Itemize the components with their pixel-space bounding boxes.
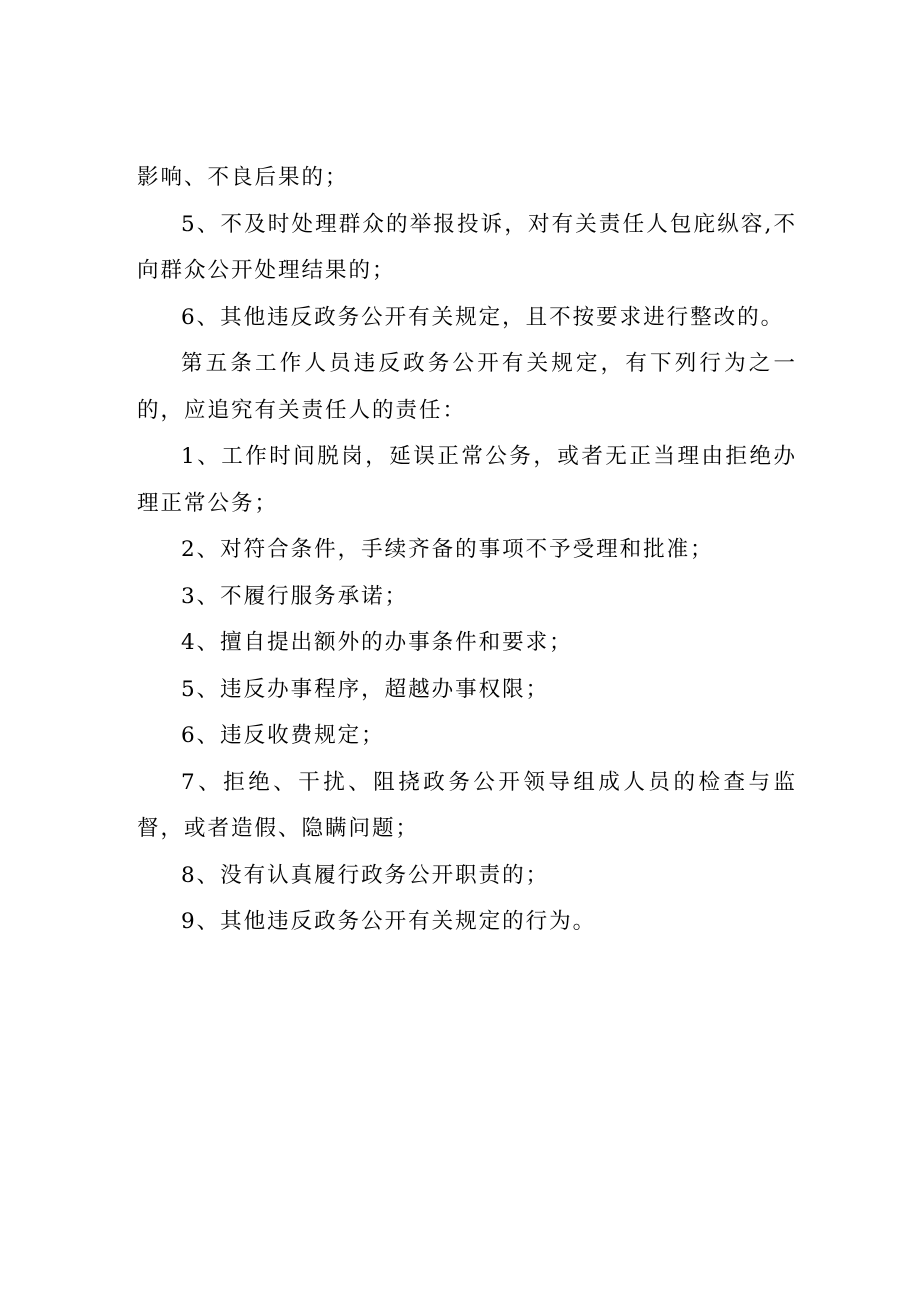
paragraph-list-item-8: 8、没有认真履行政务公开职责的； [181,862,550,888]
paragraph-list-item-5: 5、违反办事程序，超越办事权限； [181,676,550,702]
paragraph-list-item-2: 2、对符合条件，手续齐备的事项不予受理和批准； [181,537,714,562]
paragraph-list-item-4: 4、擅自提出额外的办事条件和要求； [181,630,573,655]
paragraph-item-6: 6、其他违反政务公开有关规定，且不按要求进行整改的。 [181,304,785,330]
paragraph-list-item-6: 6、违反收费规定； [181,723,385,748]
paragraph-list-item-9: 9、其他违反政务公开有关规定的行为。 [181,909,597,934]
paragraph-list-item-3: 3、不履行服务承诺； [181,583,409,609]
paragraph-continuation: 影响、不良后果的； [137,165,349,190]
paragraph-list-item-7: 7、拒绝、干扰、阻挠政务公开领导组成人员的检查与监督，或者造假、隐瞒问题； [137,769,797,841]
paragraph-list-item-1: 1、工作时间脱岗，延误正常公务，或者无正当理由拒绝办理正常公务； [137,444,797,516]
paragraph-item-5: 5、不及时处理群众的举报投诉，对有关责任人包庇纵容,不向群众公开处理结果的； [137,211,797,283]
paragraph-article-5: 第五条工作人员违反政务公开有关规定，有下列行为之一的，应追究有关责任人的责任： [137,351,797,423]
document-body [137,155,797,946]
